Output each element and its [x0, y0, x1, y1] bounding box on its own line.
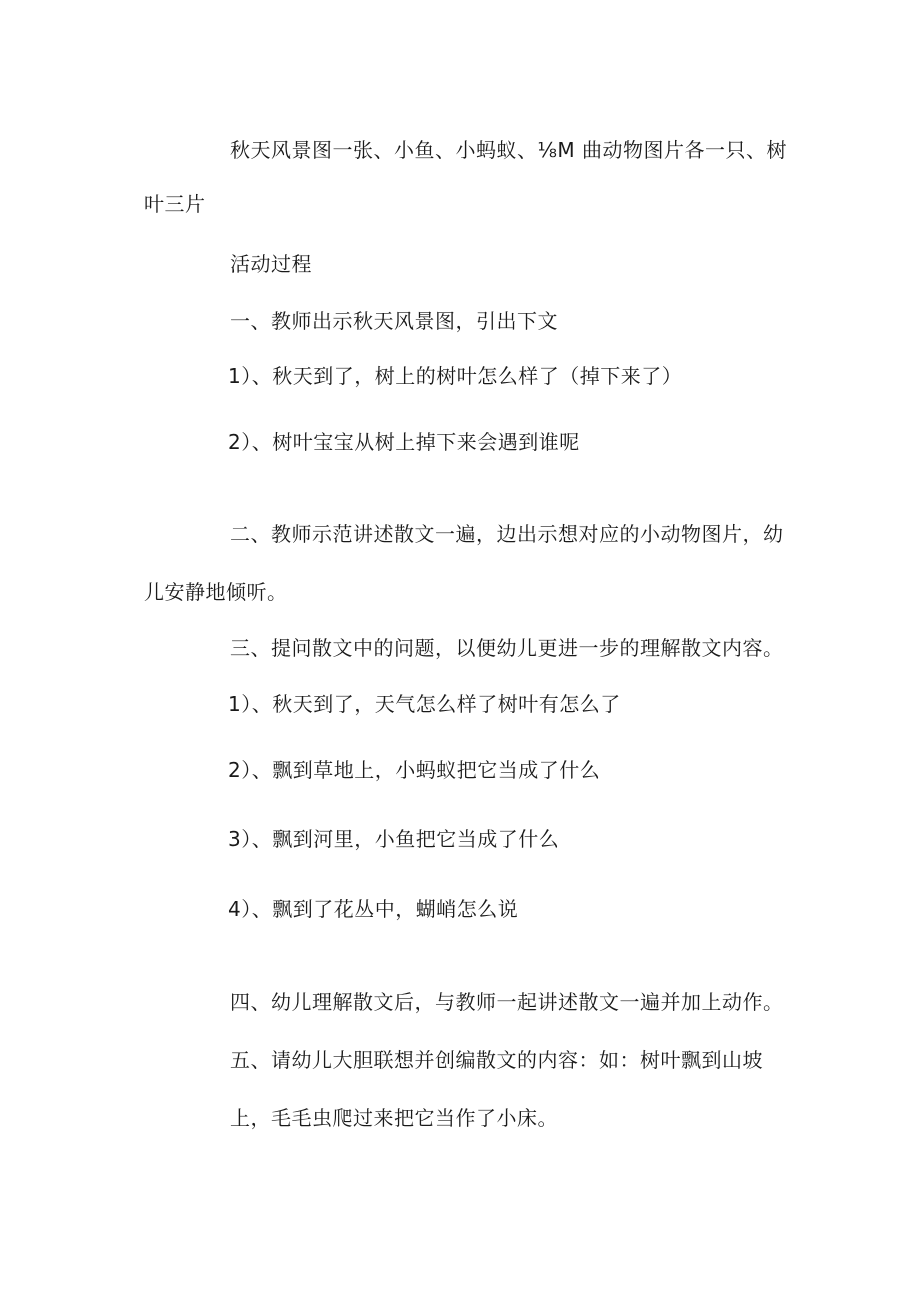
step3-title: 三、提问散文中的问题，以便幼儿更进一步的理解散文内容。 [230, 636, 784, 660]
step1-item-1: 1）、秋天到了，树上的树叶怎么样了（掉下来了） [228, 364, 683, 388]
step4-title: 四、幼儿理解散文后，与教师一起讲述散文一遍并加上动作。 [230, 990, 784, 1014]
step2-line-1: 二、教师示范讲述散文一遍，边出示想对应的小动物图片，幼 [230, 522, 784, 546]
step5-line-1: 五、请幼儿大胆联想并创编散文的内容：如：树叶飘到山坡 [230, 1048, 763, 1072]
materials-line-1: 秋天风景图一张、小鱼、小蚂蚁、⅛M 曲动物图片各一只、树 [230, 138, 787, 162]
step1-title: 一、教师出示秋天风景图，引出下文 [230, 309, 558, 333]
step3-item-1: 1）、秋天到了，天气怎么样了树叶有怎么了 [228, 692, 621, 716]
step1-item-2: 2）、树叶宝宝从树上掉下来会遇到谁呢 [228, 430, 580, 454]
step5-line-2: 上，毛毛虫爬过来把它当作了小床。 [230, 1106, 558, 1130]
process-heading: 活动过程 [230, 252, 312, 276]
step3-item-4: 4）、飘到了花丛中，蝴峭怎么说 [228, 897, 519, 921]
materials-line-2: 叶三片 [144, 192, 206, 216]
step3-item-3: 3）、飘到河里，小鱼把它当成了什么 [228, 827, 560, 851]
step3-item-2: 2）、飘到草地上，小蚂蚁把它当成了什么 [228, 758, 601, 782]
step2-line-2: 儿安静地倾听。 [144, 580, 288, 604]
